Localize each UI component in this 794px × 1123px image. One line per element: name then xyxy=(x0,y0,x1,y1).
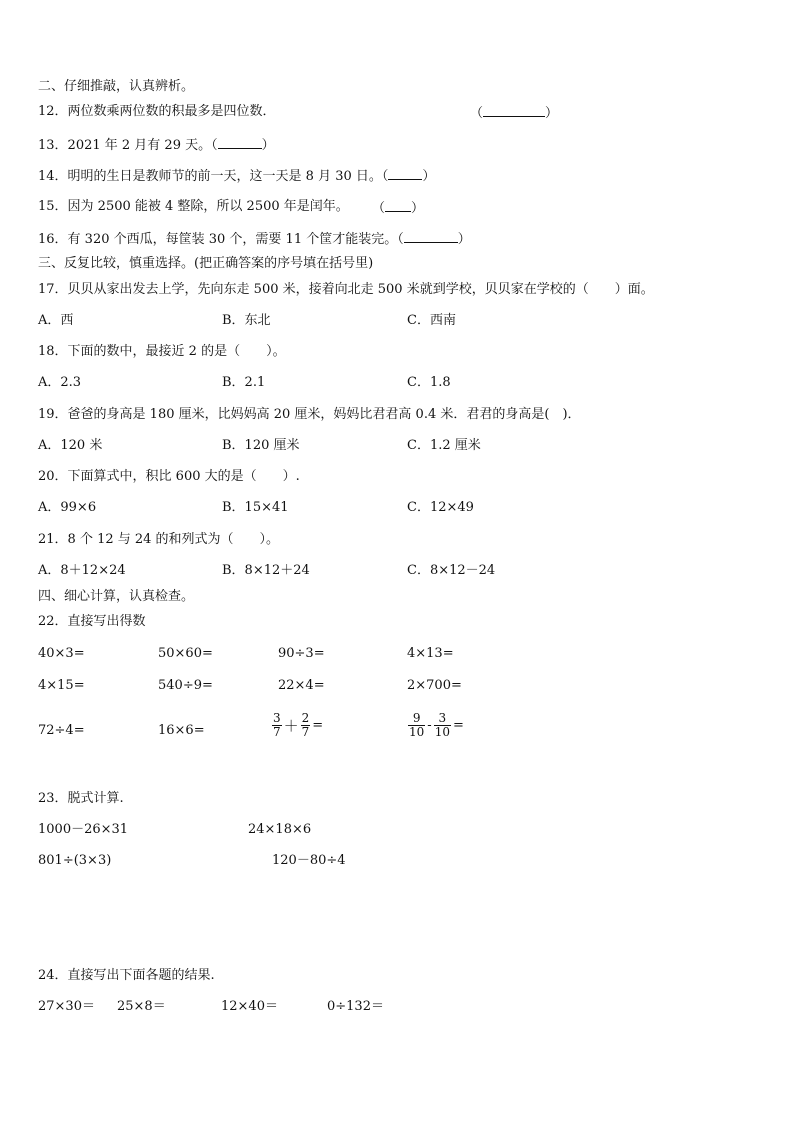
calc-item: 50×60= xyxy=(158,646,213,661)
option-b[interactable]: B．120 厘米 xyxy=(222,438,300,453)
question-15-answer: （ ） xyxy=(372,201,425,216)
question-20-text: 20．下面算式中，积比 600 大的是（ ）. xyxy=(38,469,300,484)
calc-item: 27×30＝ xyxy=(38,999,95,1014)
fraction: $\frac{3}{10}$ xyxy=(434,711,450,739)
calc-item: 1000－26×31 xyxy=(38,822,129,837)
section-2-heading: 二、仔细推敲，认真辨析。 xyxy=(38,79,195,94)
answer-blank[interactable] xyxy=(483,104,545,117)
calc-item: 72÷4= xyxy=(38,723,85,738)
fraction-expression-1: $\frac{3}{7}$ ＋ $\frac{2}{7}$ = xyxy=(273,711,324,739)
question-23-text: 23．脱式计算. xyxy=(38,791,124,806)
calc-item: 22×4= xyxy=(278,678,325,693)
option-b[interactable]: B．东北 xyxy=(222,313,271,328)
answer-blank[interactable] xyxy=(388,167,422,180)
option-a[interactable]: A．99×6 xyxy=(38,500,97,515)
fraction-expression-2: $\frac{9}{10}$ - $\frac{3}{10}$ = xyxy=(409,711,464,739)
calc-item: 25×8＝ xyxy=(117,999,166,1014)
question-14: 14．明明的生日是教师节的前一天，这一天是 8 月 30 日。（ ） xyxy=(38,169,436,184)
fraction: $\frac{3}{7}$ xyxy=(273,711,281,739)
question-19-text: 19．爸爸的身高是 180 厘米，比妈妈高 20 厘米，妈妈比君君高 0.4 米．君君的身高是( )． xyxy=(38,407,581,422)
calc-item: 24×18×6 xyxy=(248,822,312,837)
option-c[interactable]: C．8×12－24 xyxy=(407,563,496,578)
question-18-text: 18．下面的数中，最接近 2 的是（ ）。 xyxy=(38,344,286,359)
question-17-text: 17．贝贝从家出发去上学，先向东走 500 米，接着向北走 500 米就到学校，贝贝家在学校的（ ）面。 xyxy=(38,282,654,297)
option-b[interactable]: B．8×12＋24 xyxy=(222,563,310,578)
question-16: 16．有 320 个西瓜，每筐装 30 个，需要 11 个筐才能装完。（ ） xyxy=(38,232,471,247)
option-b[interactable]: B．2.1 xyxy=(222,375,266,390)
answer-blank[interactable] xyxy=(218,136,262,149)
calc-item: 90÷3= xyxy=(278,646,325,661)
calc-item: 2×700= xyxy=(407,678,462,693)
question-22-text: 22．直接写出得数 xyxy=(38,614,146,629)
calc-item: 40×3= xyxy=(38,646,85,661)
option-a[interactable]: A．8＋12×24 xyxy=(38,563,126,578)
question-12 xyxy=(38,104,276,120)
fraction: $\frac{2}{7}$ xyxy=(301,711,310,739)
section-3-heading: 三、反复比较，慎重选择。(把正确答案的序号填在括号里) xyxy=(38,256,374,271)
question-13-text: 13．2021 年 2 月有 29 天。（ xyxy=(38,138,218,153)
question-16-text: 16．有 320 个西瓜，每筐装 30 个，需要 11 个筐才能装完。（ xyxy=(38,232,404,247)
calc-item: 4×13= xyxy=(407,646,454,661)
question-14-text: 14．明明的生日是教师节的前一天，这一天是 8 月 30 日。（ xyxy=(38,169,389,184)
question-24-text: 24．直接写出下面各题的结果. xyxy=(38,968,215,983)
question-15-text: 15．因为 2500 能被 4 整除，所以 2500 年是闰年。 xyxy=(38,199,349,214)
question-15 xyxy=(38,199,349,215)
calc-item: 4×15= xyxy=(38,678,85,693)
calc-item: 120－80÷4 xyxy=(272,853,346,868)
fraction: $\frac{9}{10}$ xyxy=(409,711,425,739)
section-4-heading: 四、细心计算，认真检查。 xyxy=(38,589,195,604)
question-21-text: 21．8 个 12 与 24 的和列式为（ ）。 xyxy=(38,532,280,547)
calc-item: 12×40＝ xyxy=(221,999,278,1014)
option-c[interactable]: C．1.8 xyxy=(407,375,451,390)
question-13: 13．2021 年 2 月有 29 天。（ ） xyxy=(38,138,275,153)
calc-item: 16×6= xyxy=(158,723,205,738)
calc-item: 0÷132＝ xyxy=(327,999,384,1014)
option-b[interactable]: B．15×41 xyxy=(222,500,289,515)
question-12-answer: （ ） xyxy=(470,106,559,121)
calc-item: 801÷(3×3) xyxy=(38,853,112,868)
answer-blank[interactable] xyxy=(404,230,458,243)
option-c[interactable]: C．西南 xyxy=(407,313,456,328)
question-12-text: 12．两位数乘两位数的积最多是四位数． xyxy=(38,104,276,119)
calc-item: 540÷9= xyxy=(158,678,213,693)
option-c[interactable]: C．12×49 xyxy=(407,500,474,515)
option-c[interactable]: C．1.2 厘米 xyxy=(407,438,481,453)
answer-blank[interactable] xyxy=(385,199,411,212)
option-a[interactable]: A．120 米 xyxy=(38,438,103,453)
option-a[interactable]: A．2.3 xyxy=(38,375,82,390)
option-a[interactable]: A．西 xyxy=(38,313,74,328)
